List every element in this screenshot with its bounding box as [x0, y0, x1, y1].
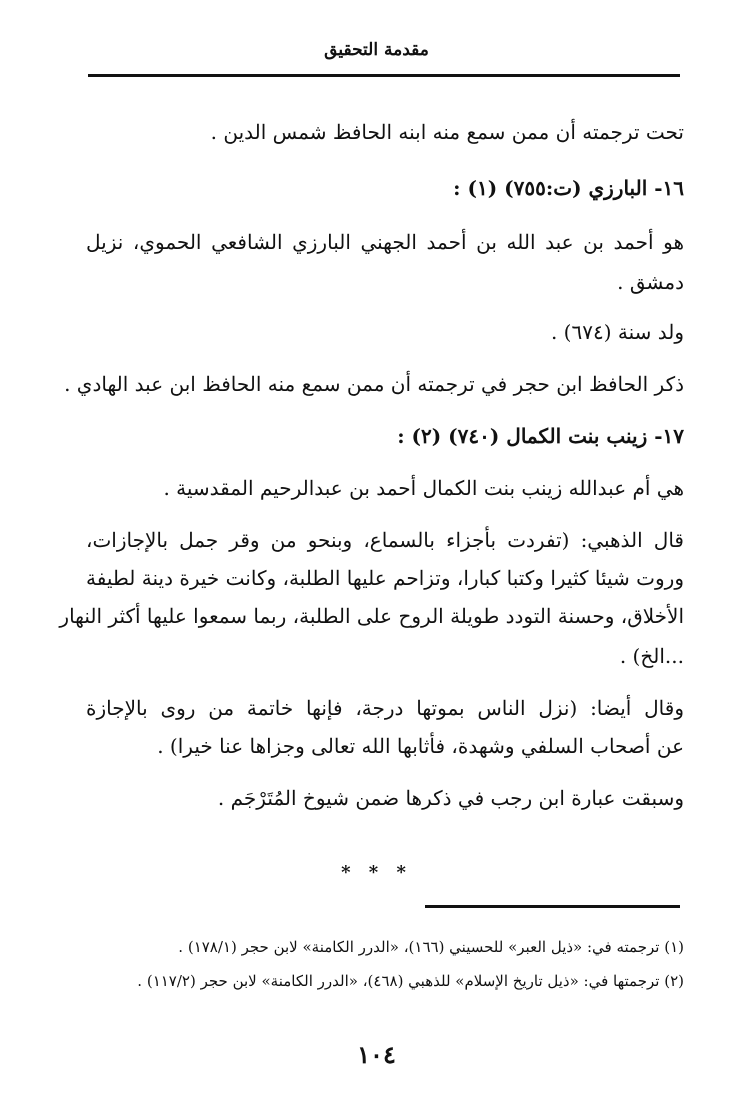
- text-line: دمشق .: [617, 270, 684, 294]
- page-number: ١٠٤: [357, 1040, 396, 1069]
- text-line: وقال أيضا: (نزل الناس بموتها درجة، فإنها خاتمة من روى بالإجازة: [86, 696, 684, 720]
- header-rule: [88, 74, 680, 77]
- footnote-rule: [425, 905, 680, 908]
- running-header: مقدمة التحقيق: [324, 40, 429, 60]
- text-line: ...الخ) .: [619, 644, 684, 668]
- text-line: ولد سنة (٦٧٤) .: [550, 320, 684, 344]
- entry-heading-16: ١٦- البارزي (ت:٧٥٥) (١) :: [453, 176, 684, 200]
- footnote-1: (١) ترجمته في: «ذيل العبر» للحسيني (١٦٦)، «الدرر الكامنة» لابن حجر (١٧٨/١) .: [178, 938, 684, 956]
- text-line: قال الذهبي: (تفردت بأجزاء بالسماع، وبنحو من وقر جمل بالإجازات،: [86, 528, 684, 552]
- entry-heading-17: ١٧- زينب بنت الكمال (٧٤٠) (٢) :: [397, 424, 684, 448]
- section-separator: * * *: [341, 862, 412, 883]
- text-line: الأخلاق، وحسنة التودد طويلة الروح على الطلبة، ربما سمعوا عليها أكثر النهار: [59, 604, 684, 628]
- text-line: وروت شيئا كثيرا وكتبا كبارا، وتزاحم عليها الطلبة، وكانت خيرة دينة لطيفة: [86, 566, 684, 590]
- text-line: تحت ترجمته أن ممن سمع منه ابنه الحافظ شمس الدين .: [210, 120, 684, 144]
- text-line: عن أصحاب السلفي وشهدة، فأثابها الله تعالى وجزاها عنا خيرا) .: [157, 734, 684, 758]
- text-line: وسبقت عبارة ابن رجب في ذكرها ضمن شيوخ المُتَرْجَم .: [217, 786, 684, 810]
- footnote-2: (٢) ترجمتها في: «ذيل تاريخ الإسلام» للذهبي (٤٦٨)، «الدرر الكامنة» لابن حجر (١١٧/٢) .: [137, 972, 684, 990]
- text-line: هي أم عبدالله زينب بنت الكمال أحمد بن عبدالرحيم المقدسية .: [163, 476, 684, 500]
- text-line: ذكر الحافظ ابن حجر في ترجمته أن ممن سمع منه الحافظ ابن عبد الهادي .: [64, 372, 684, 396]
- text-line: هو أحمد بن عبد الله بن أحمد الجهني البارزي الشافعي الحموي، نزيل: [86, 230, 684, 254]
